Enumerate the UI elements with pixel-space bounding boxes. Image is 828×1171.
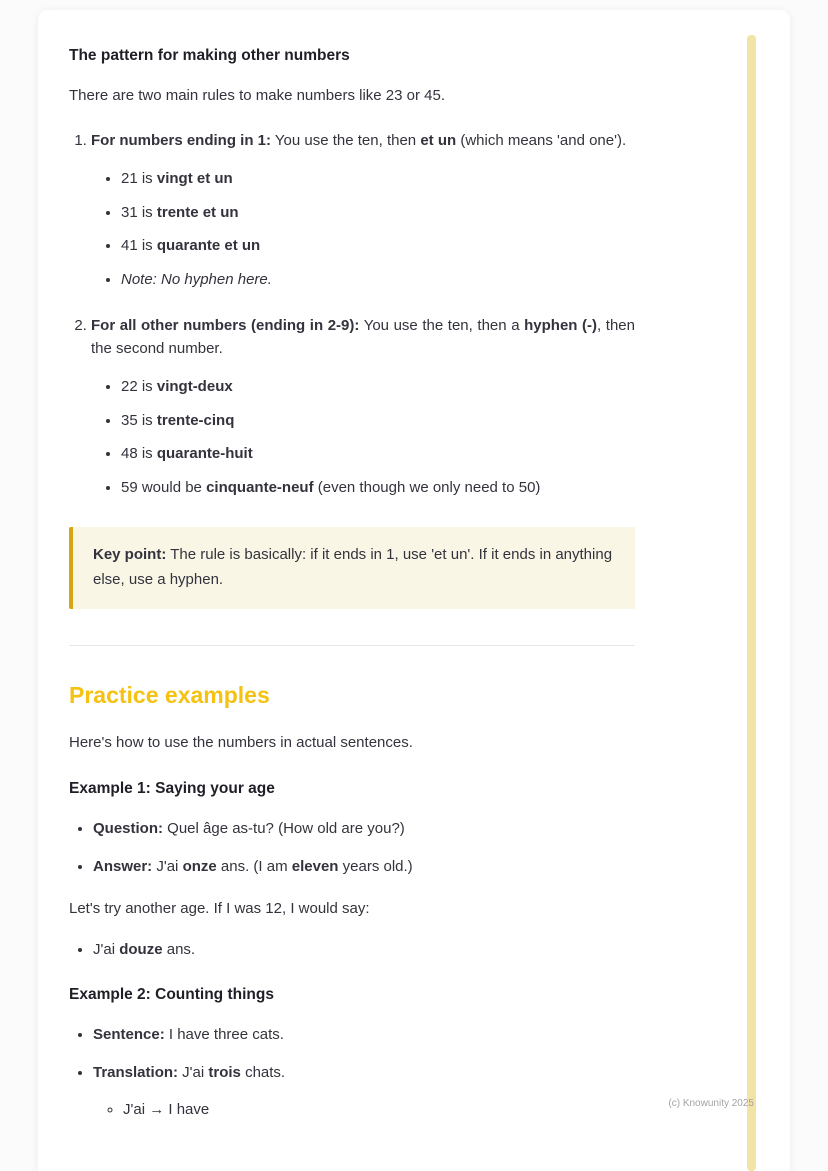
list-item-note: • Note: No hyphen here. bbox=[121, 269, 635, 292]
example-1-heading: Example 1: Saying your age bbox=[69, 779, 275, 797]
pattern-intro-paragraph: There are two main rules to make numbers like 23 or 45. bbox=[69, 87, 446, 105]
rule-item-2 bbox=[91, 315, 635, 499]
key-point-text: Key point: The rule is basically: if it ends in 1, use 'et un'. If it ends in anything else, use a hyphen. bbox=[93, 546, 613, 588]
key-point-callout bbox=[69, 527, 635, 609]
list-item: • 48 is quarante-huit bbox=[121, 443, 635, 466]
section-divider bbox=[69, 645, 635, 646]
sub-list-item: ◦ J'ai → I have bbox=[123, 1099, 635, 1122]
list-item: • 21 is vingt et un bbox=[121, 168, 635, 191]
list-item: • Sentence: I have three cats. bbox=[93, 1024, 635, 1047]
document-content bbox=[69, 44, 635, 1142]
rules-ordered-list bbox=[69, 130, 635, 500]
watermark: (c) Knowunity 2025 bbox=[668, 1098, 754, 1109]
document-page bbox=[38, 10, 790, 1171]
example-2-heading: Example 2: Counting things bbox=[69, 986, 274, 1003]
rule-2-text: 2. For all other numbers (ending in 2-9): You use the ten, then a hyphen (-), then the second number. bbox=[91, 317, 635, 357]
list-item bbox=[93, 1062, 635, 1122]
rule-item-1 bbox=[91, 130, 635, 292]
example-1-list bbox=[69, 818, 635, 878]
list-item: • Question: Quel âge as-tu? (How old are you?) bbox=[93, 818, 635, 841]
list-item: • 22 is vingt-deux bbox=[121, 376, 635, 399]
rule-1-examples-list bbox=[91, 168, 635, 291]
list-item: • 41 is quarante et un bbox=[121, 235, 635, 258]
list-item: • 59 would be cinquante-neuf (even though we only need to 50) bbox=[121, 477, 635, 500]
list-item: • J'ai douze ans. bbox=[93, 939, 635, 962]
side-stripe-decoration bbox=[747, 35, 756, 1171]
age-followup-list bbox=[69, 939, 635, 962]
rule-1-text: 1. For numbers ending in 1: You use the ten, then et un (which means 'and one'). bbox=[91, 131, 627, 149]
translation-breakdown-list bbox=[93, 1099, 635, 1122]
list-item: • Answer: J'ai onze ans. (I am eleven years old.) bbox=[93, 856, 635, 879]
age-followup-paragraph: Let's try another age. If I was 12, I would say: bbox=[69, 900, 370, 917]
example-2-list bbox=[69, 1024, 635, 1122]
list-item: • 31 is trente et un bbox=[121, 202, 635, 225]
rule-2-examples-list bbox=[91, 376, 635, 499]
list-item: • 35 is trente-cinq bbox=[121, 410, 635, 433]
section-heading-pattern: The pattern for making other numbers bbox=[69, 47, 350, 64]
practice-intro-paragraph: Here's how to use the numbers in actual sentences. bbox=[69, 734, 413, 752]
translation-text: Translation: J'ai trois chats. bbox=[93, 1063, 286, 1081]
section-heading-practice: Practice examples bbox=[69, 681, 270, 708]
